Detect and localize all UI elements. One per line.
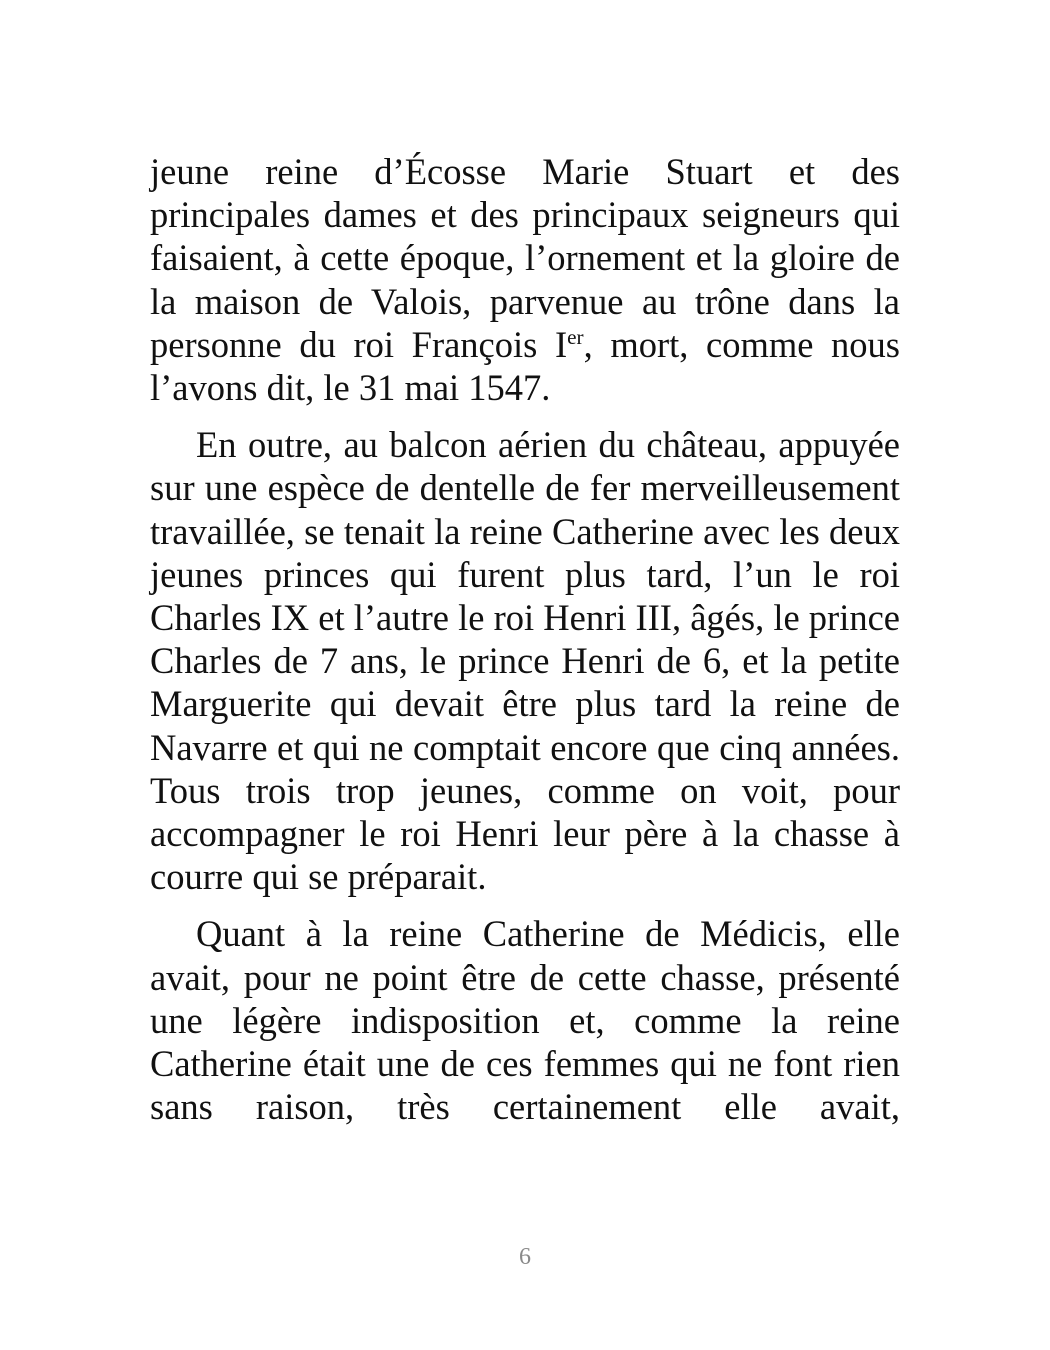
paragraph-1-text: jeune reine d’Écosse Marie Stuart et des principales dames et des principaux seigneurs qui faisaient, à cette époque, l’ornement et la gloire de la maison de Valois, parvenue au trône dans la personne du roi François I bbox=[150, 151, 900, 365]
paragraph-1 bbox=[150, 150, 900, 409]
page-number: 6 bbox=[519, 1244, 531, 1270]
page-body bbox=[150, 150, 900, 1128]
paragraph-1-text-end: , mort, comme nous l’avons dit, le 31 mai 1547. bbox=[150, 323, 900, 409]
paragraph-2: En outre, au balcon aérien du château, appuyée sur une espèce de dentelle de fer merveilleusement travaillée, se tenait la reine Catherine avec les deux jeunes princes qui furent plus tard, l’un le roi Charles IX et l’autre le roi Henri III, âgés, le prince Charles de 7 ans, le prince Henri de 6, et la petite Marguerite qui devait être plus tard la reine de Navarre et qui ne comptait encore que cinq années. Tous trois trop jeunes, comme on voit, pour accompagner le roi Henri leur père à la chasse à courre qui se préparait. bbox=[150, 424, 900, 898]
paragraph-3: Quant à la reine Catherine de Médicis, elle avait, pour ne point être de cette chasse, présenté une légère indisposition et, comme la reine Catherine était une de ces femmes qui ne font rien sans raison, très certainement elle avait, bbox=[150, 913, 900, 1128]
superscript-er: er bbox=[567, 324, 584, 349]
